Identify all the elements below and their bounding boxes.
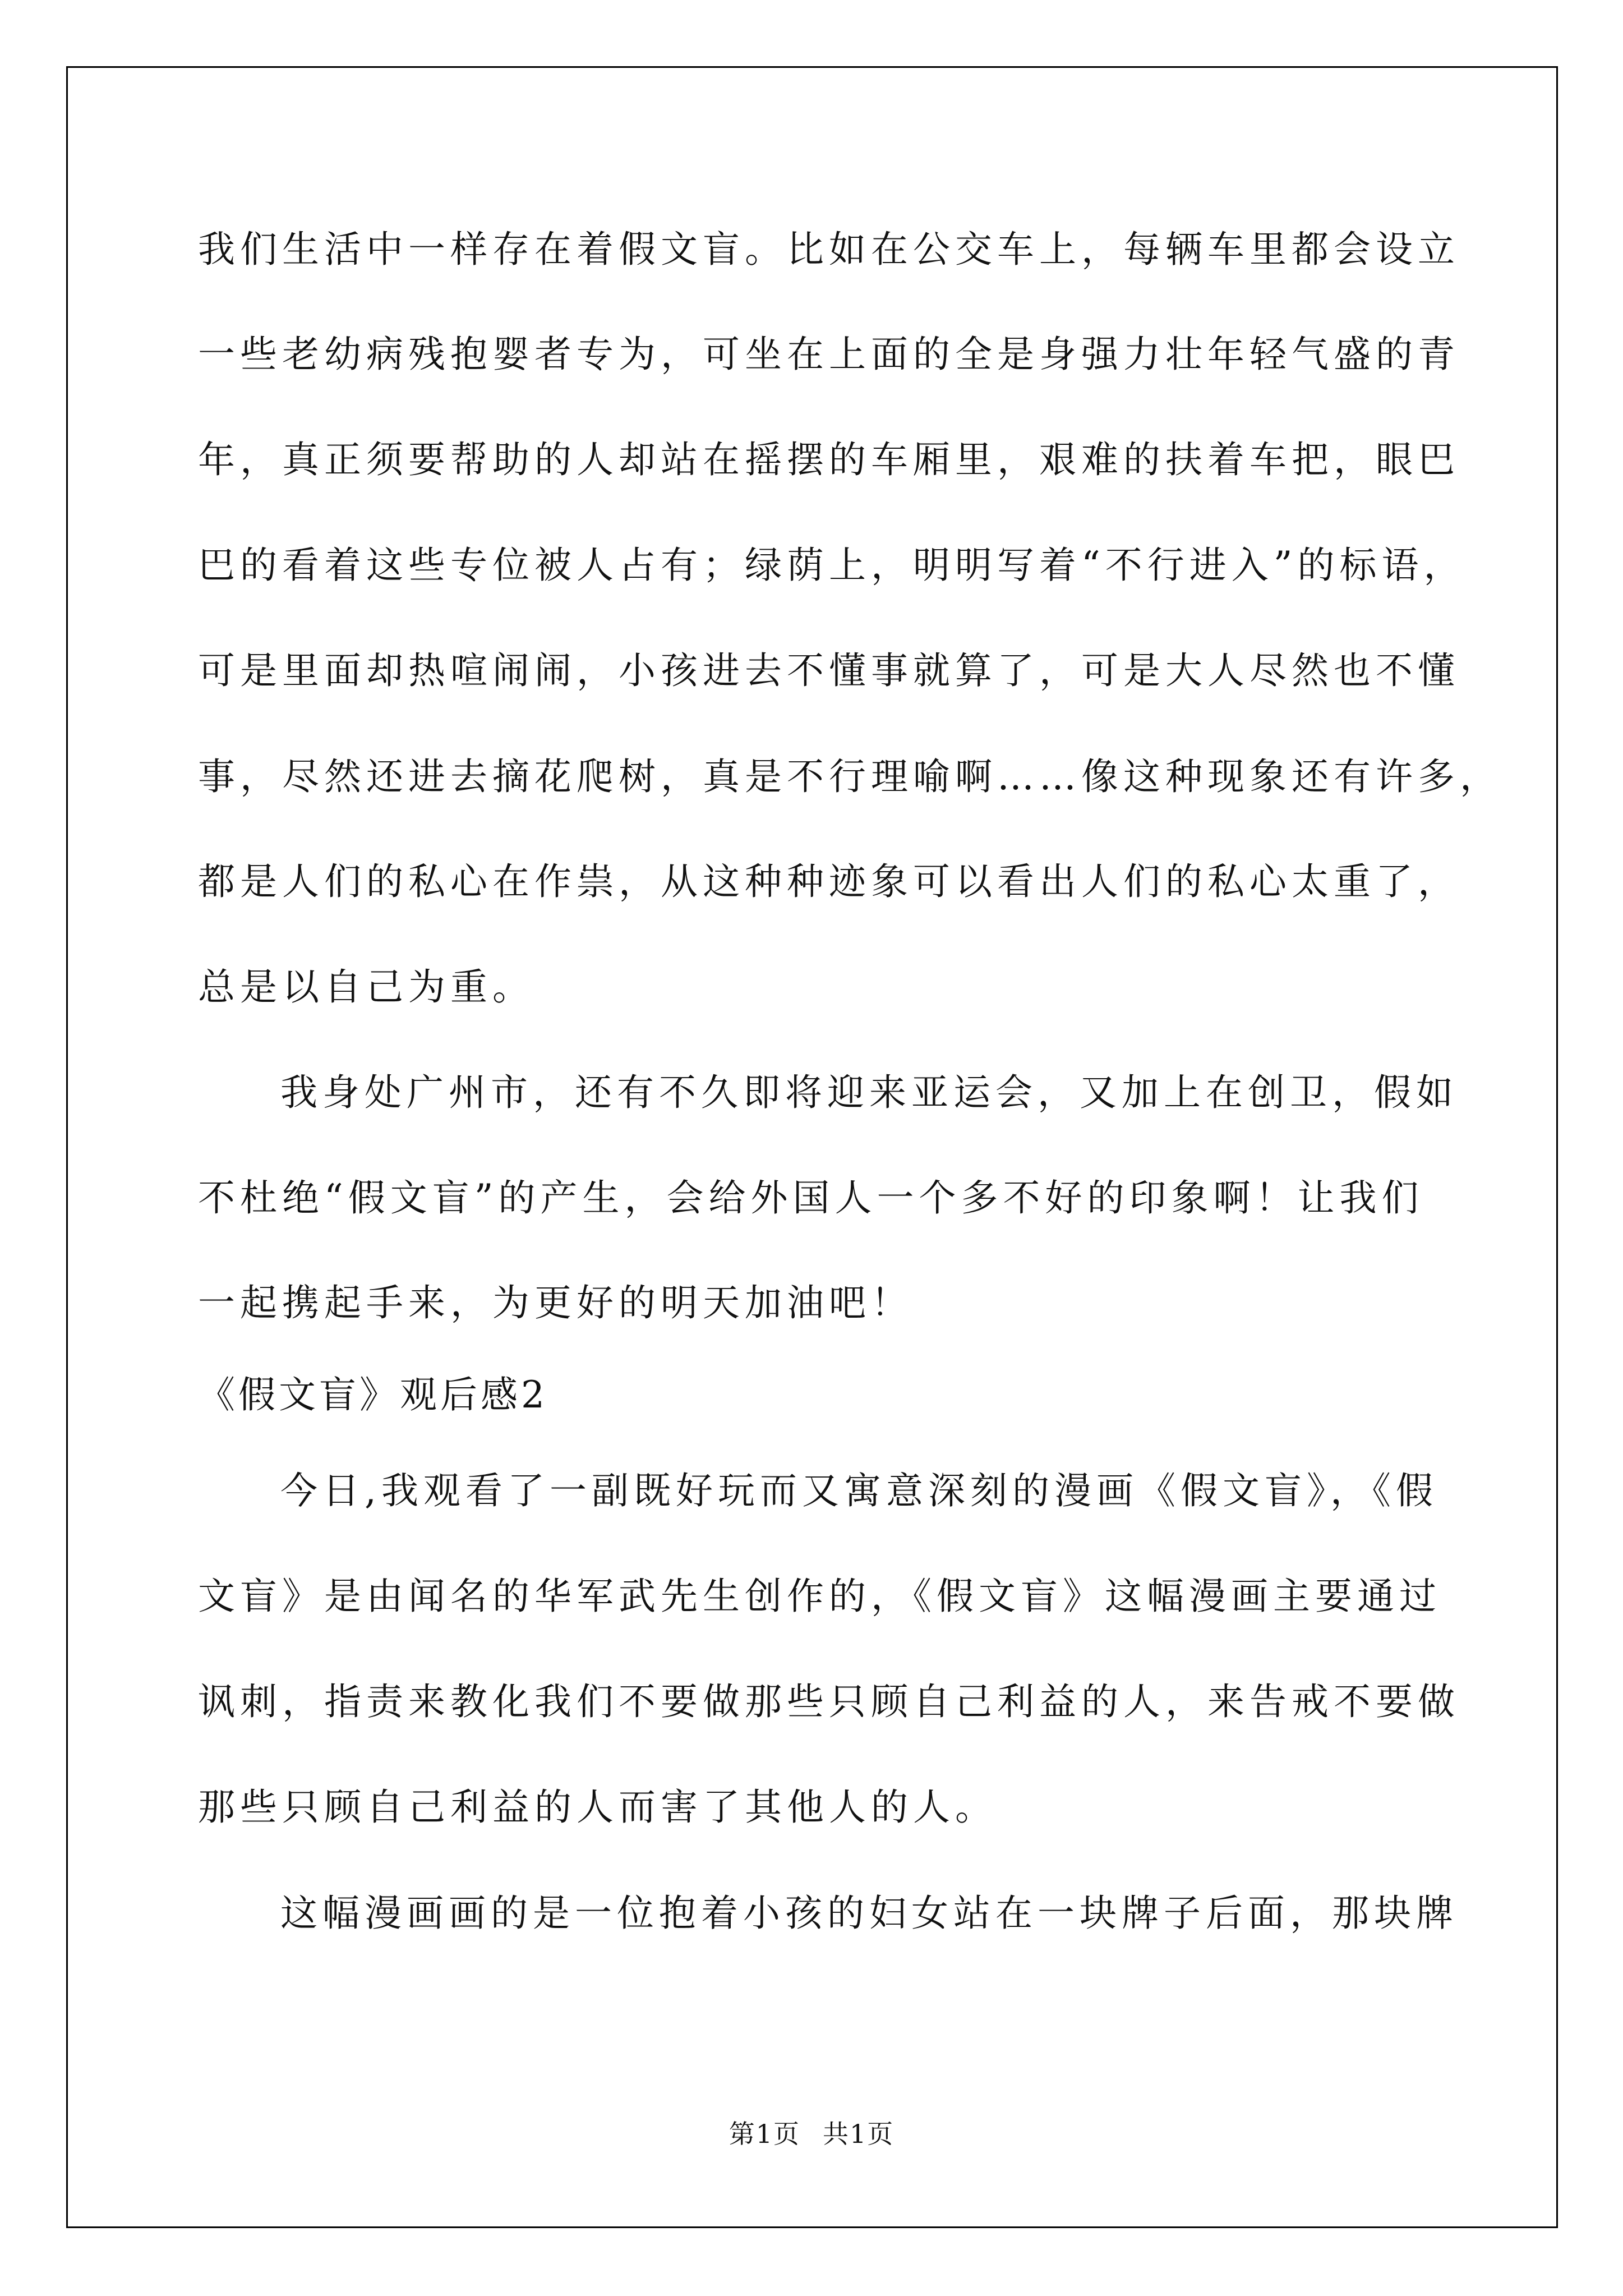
- text-line: 巴的看着这些专位被人占有；绿荫上，明明写着“不行进入”的标语，: [198, 544, 1466, 587]
- page-number: 第1页: [728, 2119, 800, 2149]
- text-line: 这幅漫画画的是一位抱着小孩的妇女站在一块牌子后面，那块牌: [280, 1892, 1458, 1935]
- text-line: 都是人们的私心在作祟，从这种种迹象可以看出人们的私心太重了，: [198, 860, 1460, 903]
- text-line: 我身处广州市，还有不久即将迎来亚运会，又加上在创卫，假如: [280, 1071, 1458, 1114]
- text-line: 总是以自己为重。: [198, 965, 534, 1009]
- text-line: 年，真正须要帮助的人却站在摇摆的车厢里，艰难的扶着车把，眼巴: [198, 438, 1460, 481]
- text-line: 今日,我观看了一副既好玩而又寓意深刻的漫画《假文盲》，《假: [280, 1469, 1438, 1512]
- text-line: 讽刺，指责来教化我们不要做那些只顾自己利益的人，来告戒不要做: [198, 1680, 1460, 1723]
- text-line: 可是里面却热喧闹闹，小孩进去不懂事就算了，可是大人尽然也不懂: [198, 649, 1460, 692]
- text-line: 那些只顾自己利益的人而害了其他人的人。: [198, 1786, 997, 1829]
- text-line: 不杜绝“假文盲”的产生，会给外国人一个多不好的印象啊！让我们: [198, 1176, 1424, 1220]
- text-line: 事，尽然还进去摘花爬树，真是不行理喻啊……像这种现象还有许多，: [198, 755, 1502, 798]
- text-line: 一些老幼病残抱婴者专为，可坐在上面的全是身强力壮年轻气盛的青: [198, 333, 1460, 376]
- text-line: 一起携起手来，为更好的明天加油吧！: [198, 1281, 913, 1324]
- section-heading: 《假文盲》观后感2: [198, 1373, 548, 1416]
- text-line: 文盲》是由闻名的华军武先生创作的，《假文盲》这幅漫画主要通过: [198, 1575, 1441, 1618]
- page-footer: [0, 2117, 1623, 2151]
- page-total: 共1页: [823, 2119, 895, 2149]
- text-line: 我们生活中一样存在着假文盲。比如在公交车上，每辆车里都会设立: [198, 228, 1460, 271]
